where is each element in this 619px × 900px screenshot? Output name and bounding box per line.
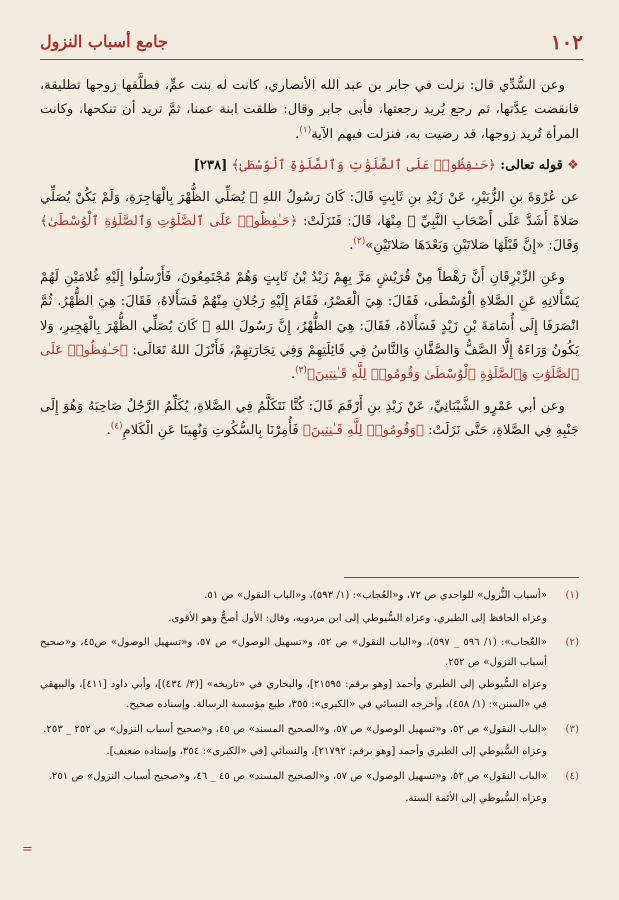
paragraph: وعَنِ الزِّبْرِقَانِ أَنَّ رَهْطاً مِنْ قُرَيْشٍ مَرَّ بِهِمْ زَيْدُ بْنُ ثَابِتٍ وَهُمْ مُجْتَمِعُونَ، فَأَرْسَلُوا إِلَيْهِ غُلامَيْنِ لَهُمْ يَسْأَلانِهِ عَنِ الصَّلاةِ الْوُسْطَى، فَقَالَ: هِيَ الْعَصْرُ، فَقَامَ إِلَيْهِ رَجُلانِ مِنْهُمْ فَسَأَلاهُ، فَقَالَ: هِيَ الظُّهْرُ. ثُمَّ انْصَرَفَا إِلَى أُسَامَةَ بْنِ زَيْدٍ فَسَأَلاهُ، فَقَالَ: هِيَ الظُّهْرُ، إِنَّ رَسُولَ اللهِ ﷺ كَانَ يُصَلِّي الظُّهْرَ بِالْهَجِيرِ، وَلا يَكُونُ وَرَاءَهُ إِلَّا الصَّفُّ وَالصَّفَّانِ وَالنَّاسُ فِي قَائِلَتِهِمْ وَفِي تِجَارَتِهِمْ، فَأَنْزَلَ اللهُ تَعَالَى: ﴿حَـٰفِظُوا۟ عَلَى ٱلصَّلَوَٰتِ وَٱلصَّلَوٰةِ ٱلْوُسْطَىٰ وَقُومُوا۟ لِلَّهِ قَـٰنِتِينَ﴾$^{(٣)}$.: [40, 269, 579, 383]
verse-quote: ﴿وَقُومُوا۟ لِلَّهِ قَـٰنِتِينَ﴾: [302, 423, 424, 439]
footnote-separator: [344, 577, 579, 578]
footnote-body: [40, 586, 547, 628]
verse-text: ﴿حَـٰفِظُوا۟ عَلَى ٱلصَّلَوَٰتِ وَٱلصَّلَوٰةِ ٱلْوُسْطَىٰ﴾: [231, 158, 497, 174]
footnote: [40, 633, 579, 714]
paragraph-text: وَقَالَ:: [548, 238, 579, 254]
header-rule: [40, 59, 583, 60]
page-header: [40, 28, 583, 62]
main-text: [40, 74, 579, 451]
verse-quote: ﴿حَـٰفِظُوا۟ عَلَى ٱلصَّلَوَٰتِ وَٱلصَّلَوٰةِ ٱلْوُسْطَىٰ﴾: [40, 214, 298, 230]
footnote-body: [40, 767, 547, 809]
footnote-number: (٣): [565, 723, 579, 735]
footnote: [40, 720, 579, 762]
footnote-ref[interactable]: (٤): [110, 421, 123, 432]
footnote-line: «الباب النقول» ص ٥٢، و«تسهيل الوصول» ص ٥٧، و«الصحيح المسند» ص ٤٥، و«صحيح أسباب النزول» ص ٢٥٢ _ ٢٥٣.: [43, 723, 547, 735]
footnotes: [40, 586, 579, 814]
footnote-line: «الباب النقول» ص ٥٢، و«تسهيل الوصول» ص ٥٧، و«الصحيح المسند» ص ٤٥ _ ٤٦، و«صحيح أسباب النزول» ص ٢٥١.: [48, 770, 547, 782]
footnote-line: وعزاه السُّيوطي إلى الأئمة الستة.: [405, 793, 547, 805]
paragraph-text: عن عُرْوَةَ بنِ الزُّبَيْرِ، عَنْ زَيْدِ بنِ ثَابِتٍ قَالَ: كَانَ رَسُولُ اللهِ ﷺ يُصَلِّي الظُّهْرَ بِالْهَاجِرَةِ، وَلَمْ يَكُنْ يُصَلِّي صَلاةً أَشَدَّ عَلَى أَصْحَابِ النَّبِيِّ ﷺ مِنْهَا، قَالَ: فَنَزَلَتْ:: [40, 189, 579, 230]
star-icon: ❖: [567, 158, 579, 174]
footnote-line: «أسباب النُّزول» للواحدي ص ٧٢، و«العُجاب»: (١/ ٥٩٣)، و«الباب النقول» ص ٥١.: [204, 590, 547, 601]
paragraph: وعن أبي عَمْرٍو الشَّيْبَانِيِّ، عَنْ زَيْدِ بنِ أَرْقَمَ قَالَ: كُنَّا نَتَكَلَّمُ فِي الصَّلاةِ، يُكَلِّمُ الرَّجُلُ صَاحِبَهُ وَهُوَ إِلَى جَنْبِهِ فِي الصَّلاةِ، حَتَّى نَزَلَتْ: ﴿وَقُومُوا۟ لِلَّهِ قَـٰنِتِينَ﴾ فَأُمِرْنَا بِالسُّكُوتِ وَنُهِينَا عَنِ الْكَلامِ$^{(٤)}$.: [40, 398, 579, 439]
verse-number: [٢٣٨]: [193, 158, 228, 174]
hadith-quote: «إِنَّ قَبْلَهَا صَلاتَيْنِ وَبَعْدَهَا صَلاتَيْنِ»: [365, 238, 545, 254]
footnote-number: (٤): [565, 770, 579, 782]
page-number: ١٠٢: [550, 30, 583, 54]
paragraph-text: فَأُمِرْنَا بِالسُّكُوتِ وَنُهِينَا عَنِ الْكَلامِ: [122, 423, 299, 439]
footnote-ref[interactable]: (١): [299, 125, 312, 136]
footnote-line: «العُجاب»: (١/ ٥٩٦ _ ٥٩٧)، و«الباب النقول» ص ٥٢، و«تسهيل الوصول» ص ٥٧، و«تسهيل الوصول» ص٤٥، و«صحيح أسباب النزول» ص ٢٥٢.: [40, 637, 547, 668]
paragraph: وعن السُّدِّي قال: نزلت في جابر بن عبد الله الأنصاري، كانت له بنت عمٍّ، فطلَّقها زوجها تطليقة، فانقضت عِدَّتها، ثم رجع يُريد رجعتها، فأبى جابر وقال: طلقت ابنة عمنا، ثمَّ تريد أن تنكحها، وكانت المرأة تُريد زوجها، قد رضيت به، فنزلت فيهم الآية$^{(١)}$.: [40, 78, 579, 142]
footnote-line: وعزاه الحافظ إلى الطبري، وعزاه السُّيوطي إلى ابن مردويه، وقال: الأول أصحُّ وهو الأقوى.: [168, 612, 547, 624]
running-title: جامع أسباب النزول: [40, 32, 168, 51]
paragraph-text: وعن أبي عَمْرٍو الشَّيْبَانِيِّ، عَنْ زَيْدِ بنِ أَرْقَمَ قَالَ: كُنَّا نَتَكَلَّمُ فِي الصَّلاةِ، يُكَلِّمُ الرَّجُلُ صَاحِبَهُ وَهُوَ إِلَى جَنْبِهِ فِي الصَّلاةِ، حَتَّى نَزَلَتْ:: [40, 398, 579, 439]
footnote-ref[interactable]: (٣): [295, 366, 307, 377]
footnote-ref[interactable]: (٢): [353, 237, 366, 248]
footnote-line: وعزاه السُّيوطي إلى الطبري وأحمد [وهو برقم: ٢١٥٩٥]، والبخاري في «تاريخه» [(٣/ ٤٣٤)]، وأبي داود [٤١١]، والبيهقي في «السنن»: (١/ ٤٥٨)، وأخرجه النسائي في «الكبرى»: ٣٥٥، طبع مؤسسة الرسالة. وإسناده صحيح.: [40, 679, 548, 710]
paragraph: عن عُرْوَةَ بنِ الزُّبَيْرِ، عَنْ زَيْدِ بنِ ثَابِتٍ قَالَ: كَانَ رَسُولُ اللهِ ﷺ يُصَلِّي الظُّهْرَ بِالْهَاجِرَةِ، وَلَمْ يَكُنْ يُصَلِّي صَلاةً أَشَدَّ عَلَى أَصْحَابِ النَّبِيِّ ﷺ مِنْهَا، قَالَ: فَنَزَلَتْ: ﴿حَـٰفِظُوا۟ عَلَى ٱلصَّلَوَٰتِ وَٱلصَّلَوٰةِ ٱلْوُسْطَىٰ﴾ وَقَالَ: «إِنَّ قَبْلَهَا صَلاتَيْنِ وَبَعْدَهَا صَلاتَيْنِ»$^{(٢)}$.: [40, 189, 579, 254]
verse-quote: ﴿حَـٰفِظُوا۟ عَلَى ٱلصَّلَوَٰتِ وَٱلصَّلَوٰةِ ٱلْوُسْطَىٰ وَقُومُوا۟ لِلَّهِ قَـٰنِتِينَ﴾: [40, 343, 579, 383]
verse-intro: قوله تعالى:: [500, 158, 563, 174]
verse-heading: [40, 154, 579, 178]
paragraph-text: وعن السُّدِّي قال: نزلت في جابر بن عبد الله الأنصاري، كانت له بنت عمٍّ، فطلَّقها زوجها تطليقة، فانقضت عِدَّتها، ثم رجع يُريد رجعتها، فأبى جابر وقال: طلقت ابنة عمنا، ثمَّ تريد أن تنكحها، وكانت المرأة تُريد زوجها، قد رضيت به، فنزلت فيهم الآية: [40, 78, 579, 142]
footnote-number: (٢): [565, 637, 579, 649]
footnote: [40, 586, 579, 628]
footnote-body: [40, 633, 547, 714]
footnote: [40, 767, 579, 809]
continuation-mark: =: [22, 842, 33, 857]
paragraph-text: وعَنِ الزِّبْرِقَانِ أَنَّ رَهْطاً مِنْ قُرَيْشٍ مَرَّ بِهِمْ زَيْدُ بْنُ ثَابِتٍ وَهُمْ مُجْتَمِعُونَ، فَأَرْسَلُوا إِلَيْهِ غُلامَيْنِ لَهُمْ يَسْأَلانِهِ عَنِ الصَّلاةِ الْوُسْطَى، فَقَالَ: هِيَ الْعَصْرُ، فَقَامَ إِلَيْهِ رَجُلانِ مِنْهُمْ فَسَأَلاهُ، فَقَالَ: هِيَ الظُّهْرُ. ثُمَّ انْصَرَفَا إِلَى أُسَامَةَ بْنِ زَيْدٍ فَسَأَلاهُ، فَقَالَ: هِيَ الظُّهْرُ، إِنَّ رَسُولَ اللهِ ﷺ كَانَ يُصَلِّي الظُّهْرَ بِالْهَجِيرِ، وَلا يَكُونُ وَرَاءَهُ إِلَّا الصَّفُّ وَالصَّفَّانِ وَالنَّاسُ فِي قَائِلَتِهِمْ وَفِي تِجَارَتِهِمْ، فَأَنْزَلَ اللهُ تَعَالَى:: [40, 269, 579, 359]
footnote-number: (١): [565, 590, 579, 601]
footnote-line: وعزاه السُّيوطي إلى الطبري وأحمد [وهو برقم: ٢١٧٩٢]، والنسائي [في «الكبرى»: ٣٥٤، وإسناده ضعيف].: [106, 746, 547, 758]
footnote-body: [40, 720, 547, 762]
